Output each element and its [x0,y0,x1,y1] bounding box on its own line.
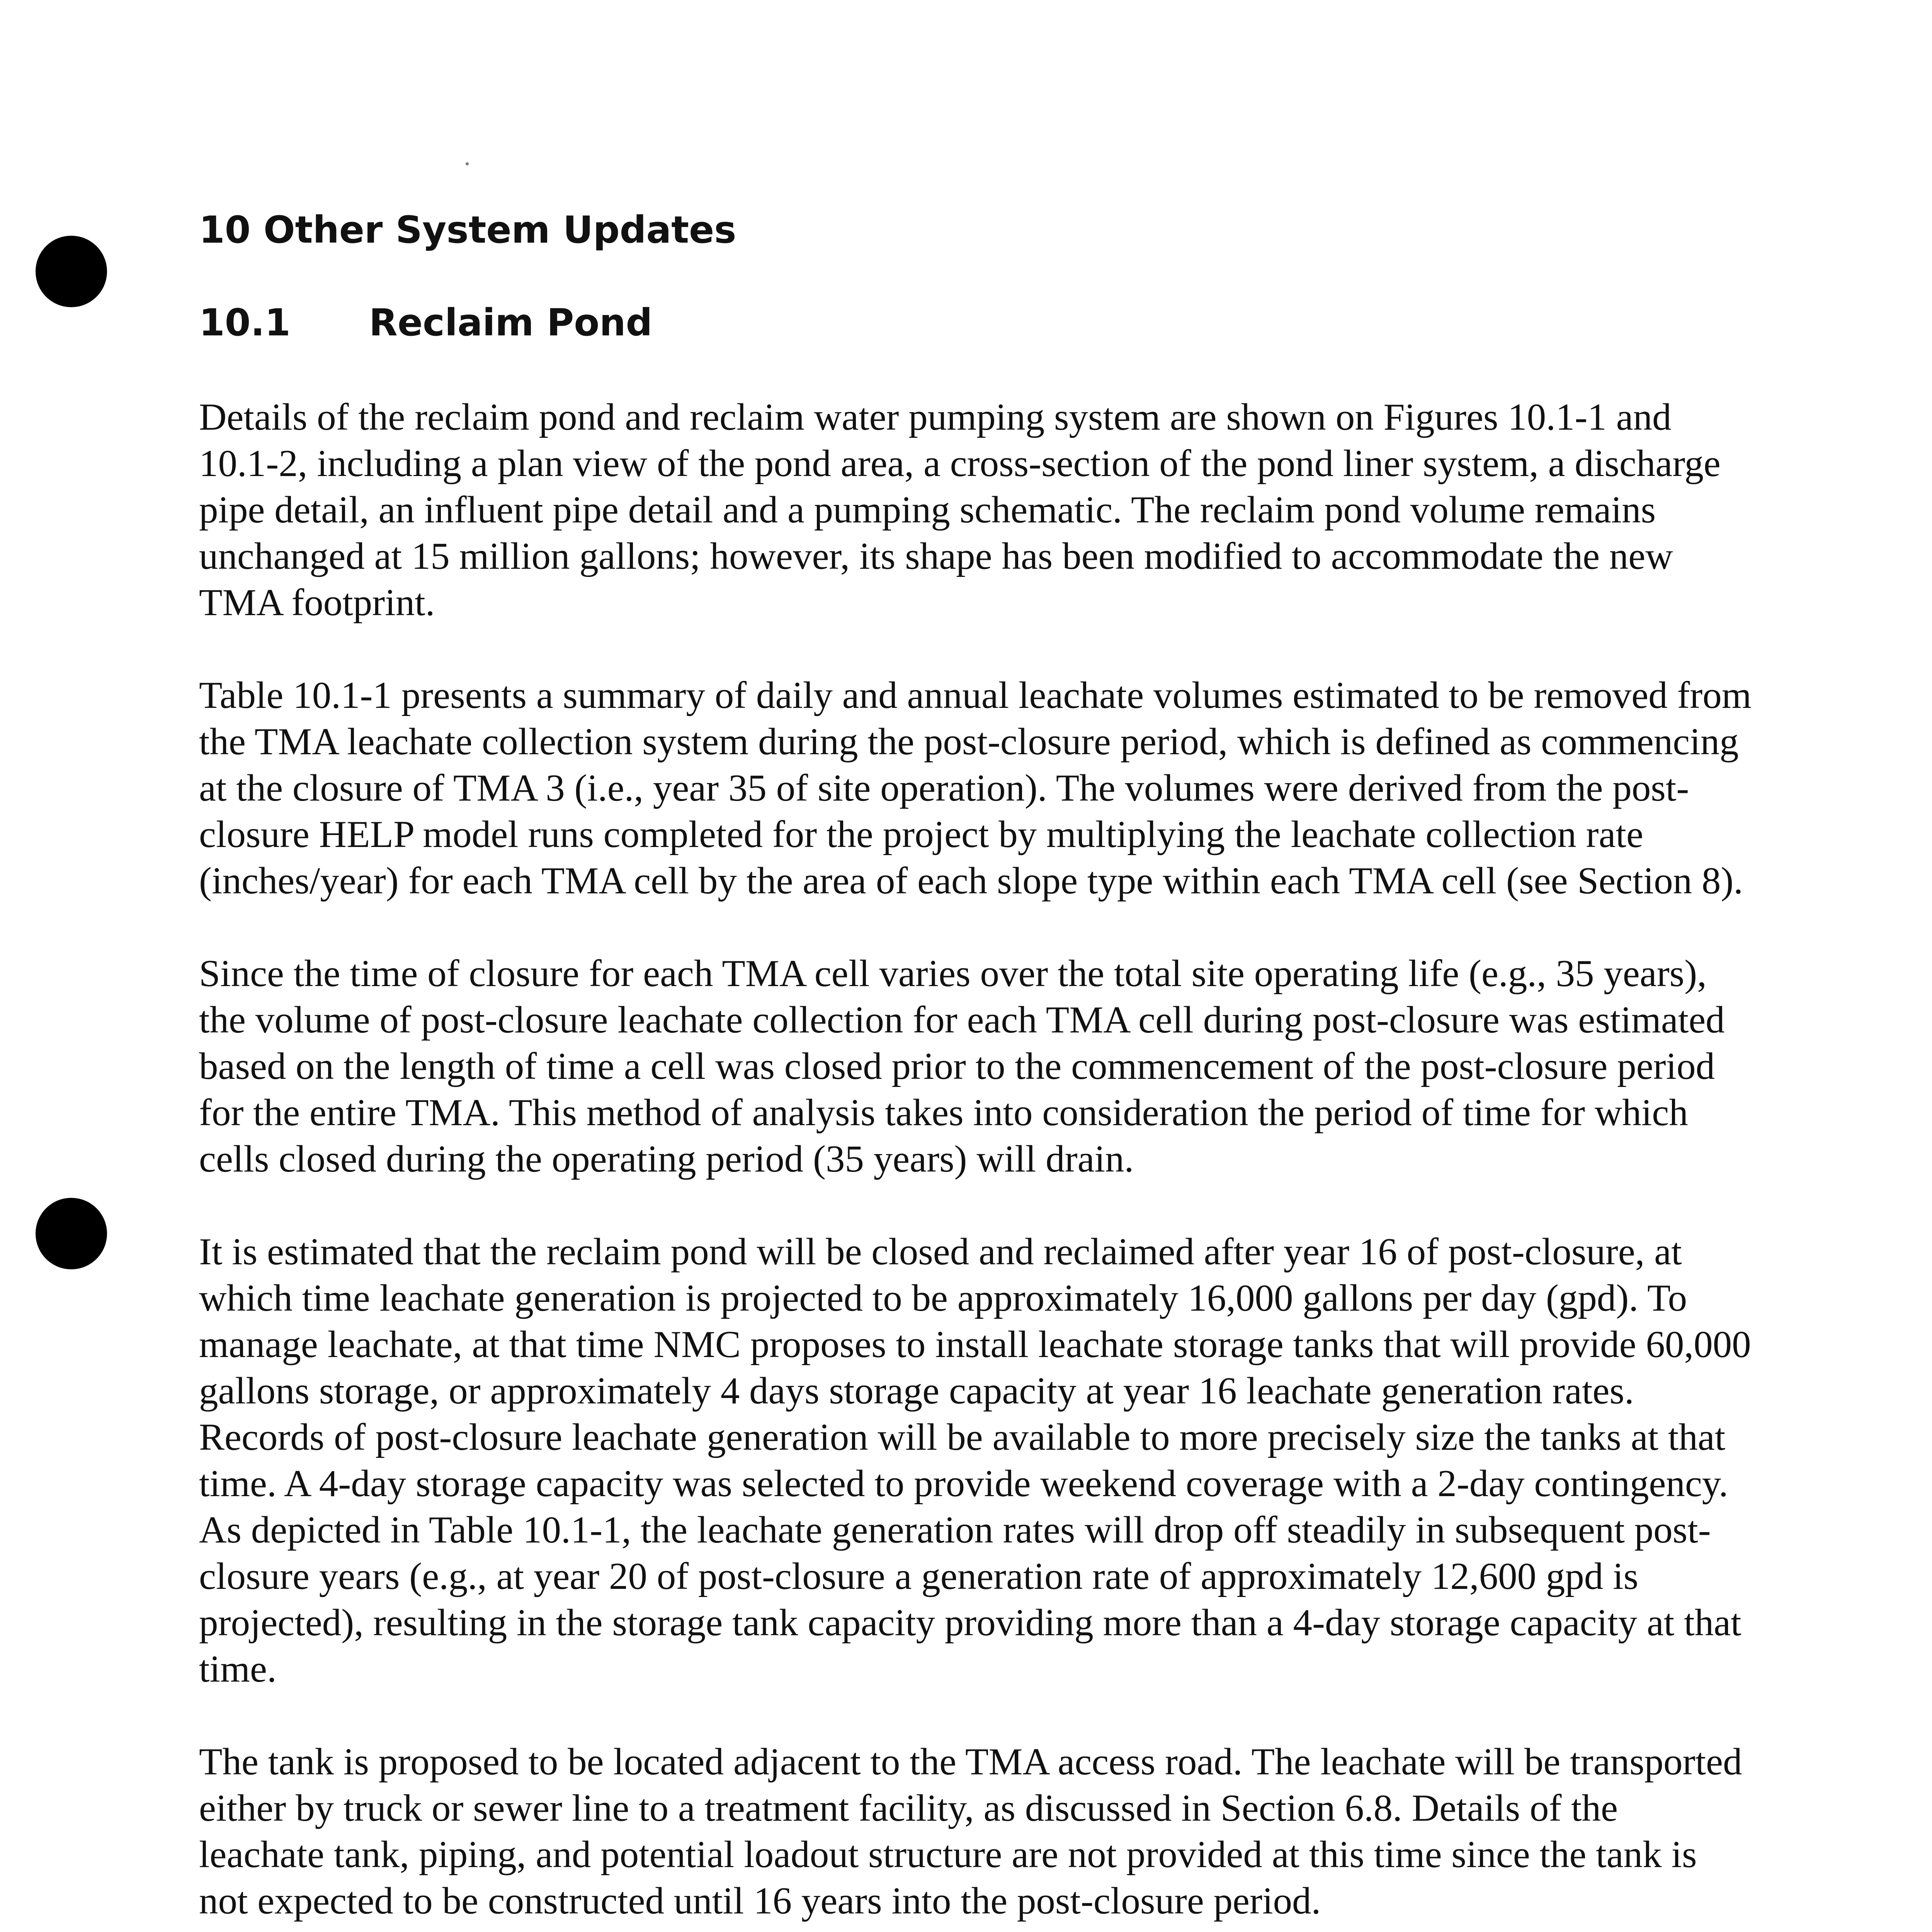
scan-speck [466,162,469,165]
paragraph-leachate-volumes: Table 10.1-1 presents a summary of daily and annual leachate volumes estimated to be removed from the TMA leachate collection system during the post-closure period, which is defined as commencing at the closure of TMA 3 (i.e., year 35 of site operation). The volumes were derived from the post-closure HELP model runs completed for the project by multiplying the leachate collection rate (inches/year) for each TMA cell by the area of each slope type within each TMA cell (see Section 8). [199,674,1752,902]
punch-hole [36,236,107,307]
page-body [199,201,1752,1924]
subsection-number: 10.1 [199,301,291,344]
punch-hole [36,1198,107,1269]
paragraph-tank-location: The tank is proposed to be located adjacent to the TMA access road. The leachate will be transported either by truck or sewer line to a treatment facility, as discussed in Section 6.8. Details of the leachate tank, piping, and potential loadout structure are not provided at this time since the tank is not expected to be constructed until 16 years into the post-closure period. [199,1741,1742,1922]
paragraph-closure-timing: Since the time of closure for each TMA cell varies over the total site operating life (e.g., 35 years), the volume of post-closure leachate collection for each TMA cell during post-closure was estimated based on the length of time a cell was closed prior to the commencement of the post-closure period for the entire TMA. This method of analysis takes into consideration the period of time for which cells closed during the operating period (35 years) will drain. [199,952,1725,1180]
subsection-heading [199,294,1752,352]
section-heading: 10 Other System Updates [199,208,736,252]
paragraph-storage-tanks: It is estimated that the reclaim pond will be closed and reclaimed after year 16 of post-closure, at which time leachate generation is projected to be approximately 16,000 gallons per day (gpd). To manage leachate, at that time NMC proposes to install leachate storage tanks that will provide 60,000 gallons storage, or approximately 4 days storage capacity at year 16 leachate generation rates. Records of post-closure leachate generation will be available to more precisely size the tanks at that time. A 4-day storage capacity was selected to provide weekend coverage with a 2-day contingency. As depicted in Table 10.1-1, the leachate generation rates will drop off steadily in subsequent post-closure years (e.g., at year 20 of post-closure a generation rate of approximately 12,600 gpd is projected), resulting in the storage tank capacity providing more than a 4-day storage capacity at that time. [199,1231,1751,1690]
subsection-title: Reclaim Pond [369,301,653,344]
paragraph-reclaim-pond-details: Details of the reclaim pond and reclaim water pumping system are shown on Figures 10.1-1 and 10.1-2, including a plan view of the pond area, a cross-section of the pond liner system, a discharge pipe detail, an influent pipe detail and a pumping schematic. The reclaim pond volume remains unchanged at 15 million gallons; however, its shape has been modified to accommodate the new TMA footprint. [199,396,1721,624]
